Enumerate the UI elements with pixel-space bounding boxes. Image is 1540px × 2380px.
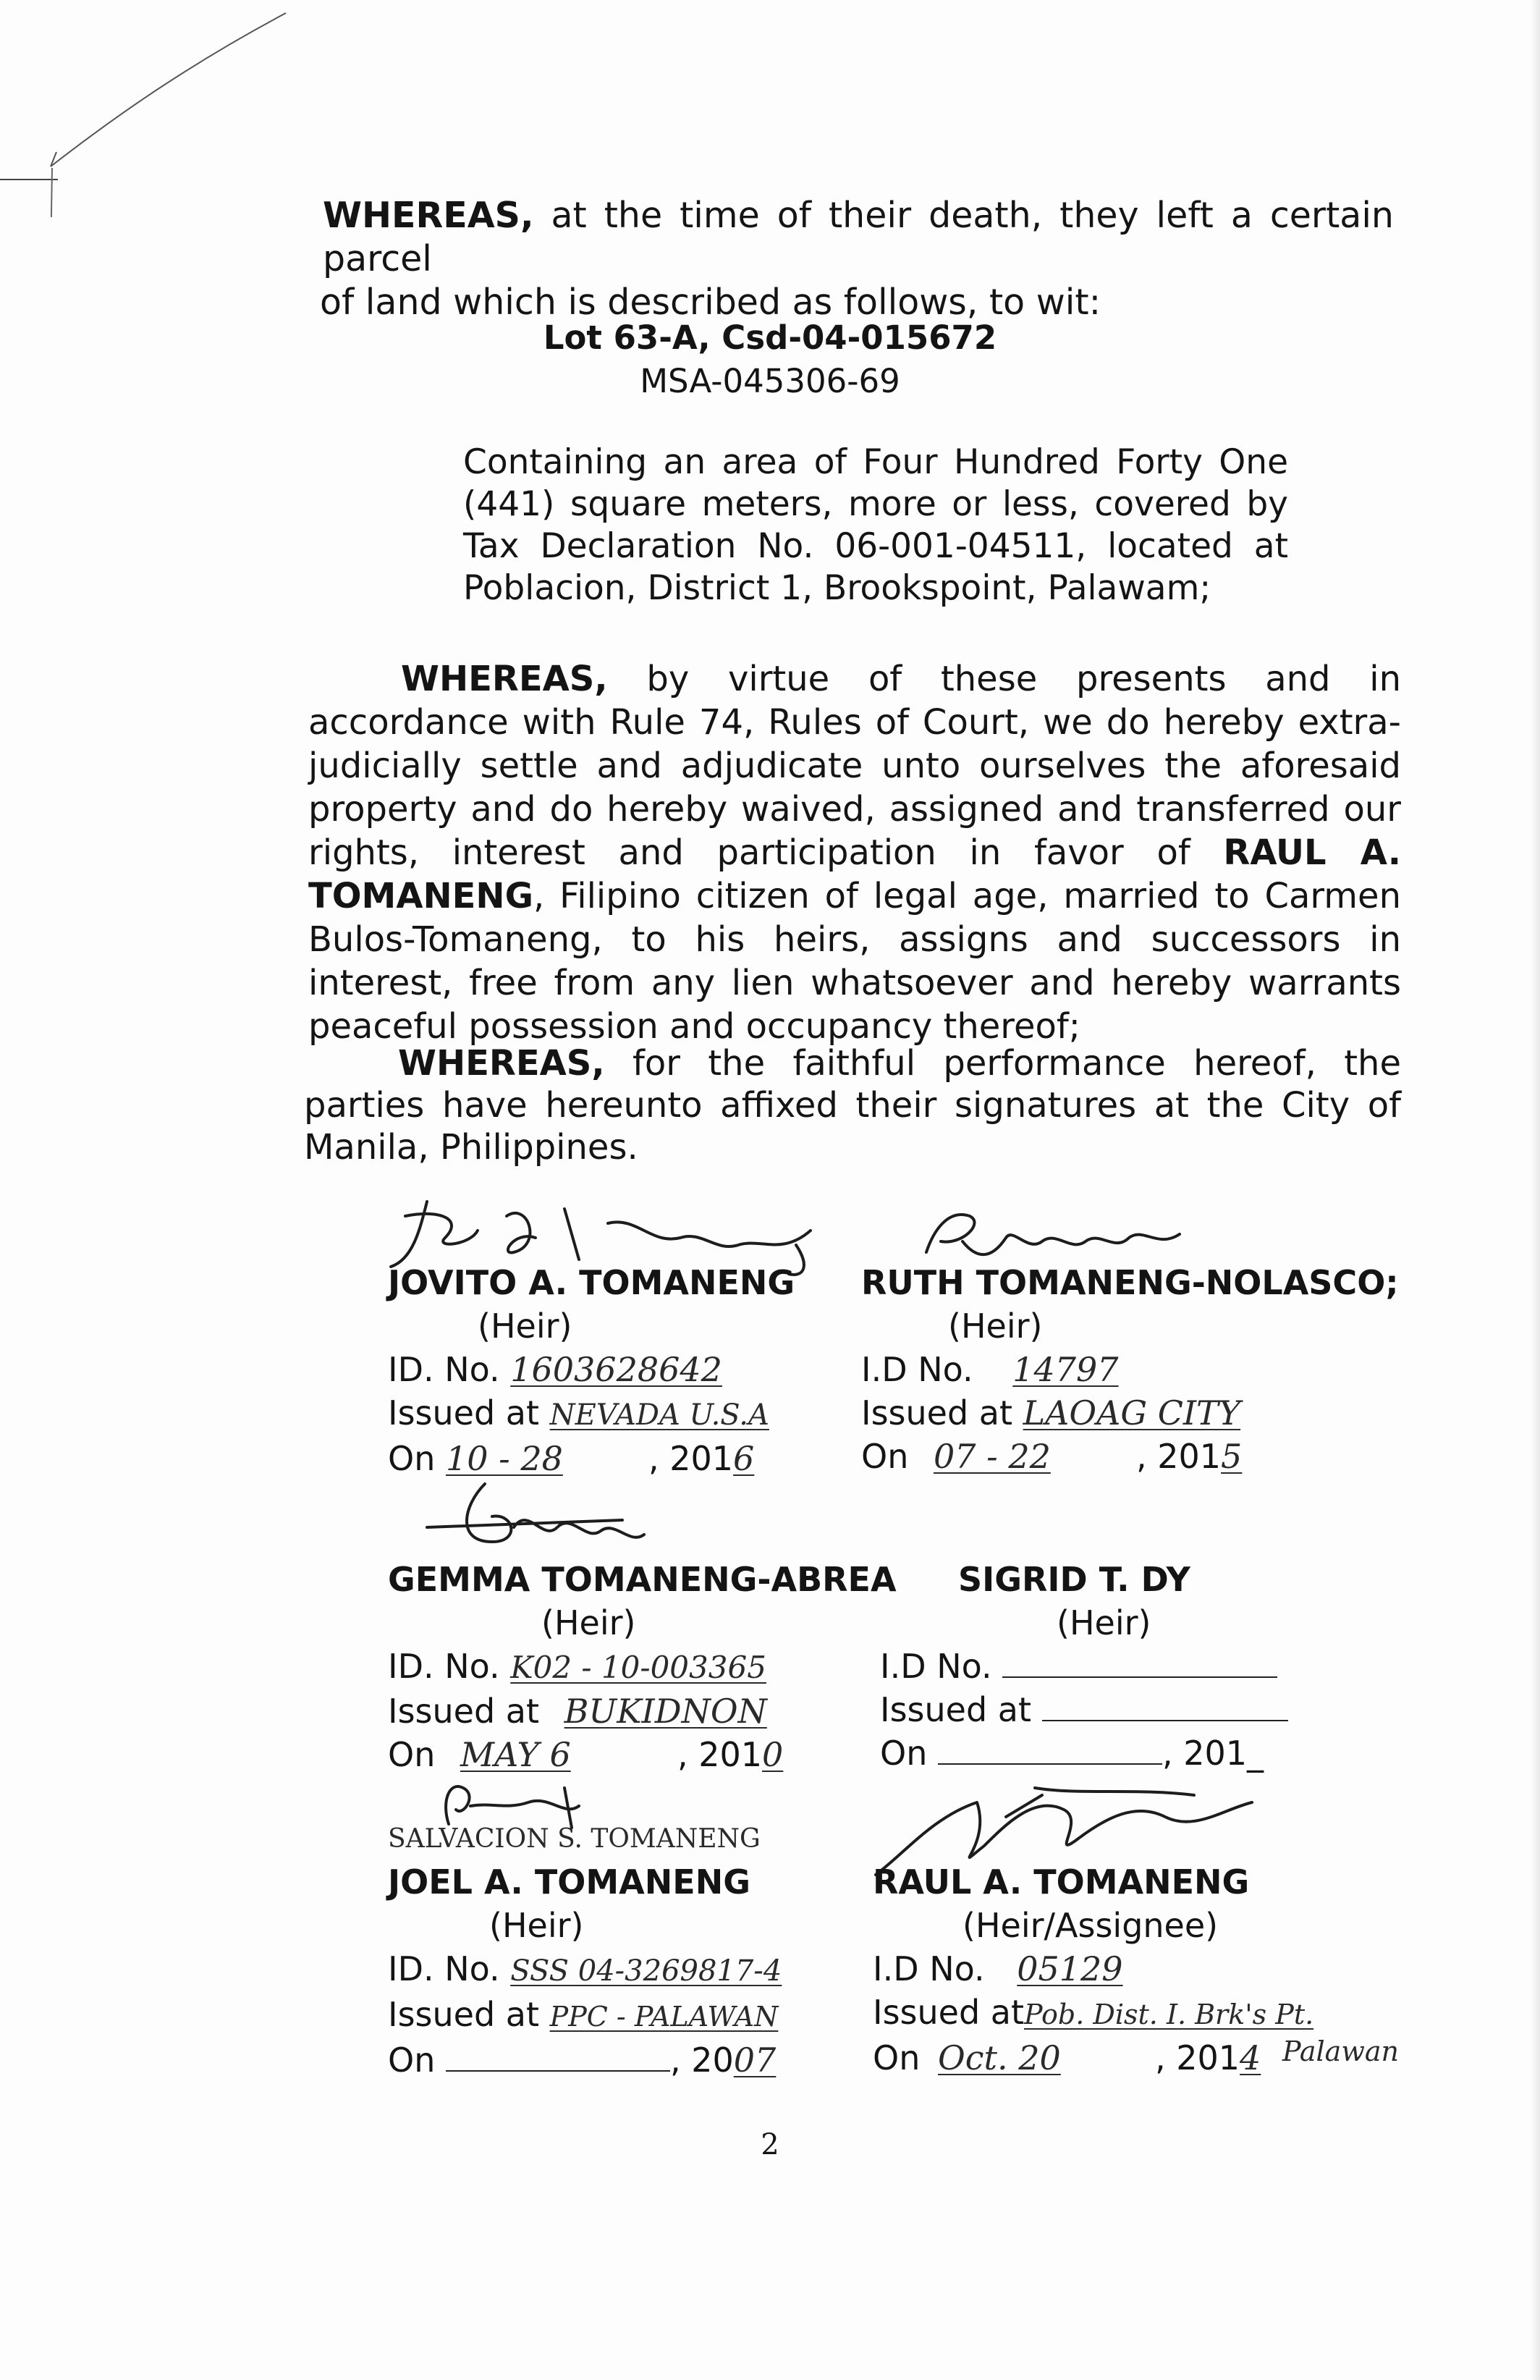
assignee-name: RAUL A. TOMANENG — [308, 832, 1401, 916]
issued-label: Issued at — [880, 1690, 1031, 1729]
issued-value: NEVADA U.S.A — [549, 1398, 769, 1432]
party-role: (Heir) — [478, 1307, 572, 1346]
party-role: (Heir) — [541, 1603, 636, 1642]
page-edge-shadow — [1530, 0, 1540, 2380]
id-value: 14797 — [1012, 1350, 1119, 1389]
signature-name-salvacion: SALVACION S. TOMANENG — [388, 1824, 761, 1854]
year-text: , 201 — [1155, 2038, 1240, 2077]
year-digit: 07 — [733, 2041, 777, 2080]
recital-paragraph-1 — [320, 194, 1394, 324]
party-block-jovito — [388, 1261, 796, 1480]
recital-text: at the time of their death, they left a certain parcel — [323, 195, 1394, 279]
party-name: GEMMA TOMANENG-ABREA — [388, 1560, 897, 1599]
date-value: 07 - 22 — [934, 1437, 1051, 1476]
recital-text: of land which is described as follows, to wit: — [320, 282, 1101, 323]
whereas-heading: WHEREAS, — [398, 1043, 605, 1084]
issued-row — [388, 1993, 829, 2038]
party-block-gemma — [388, 1558, 897, 1776]
recital-text: by virtue of these presents and in accordance with Rule 74, Rules of Court, we do hereby extra-judicially settle and adjudicate unto ourselves the aforesaid property and do hereby waived, assigned and transferred our rights, interest and participation in favor of — [308, 659, 1401, 873]
id-label: ID. No. — [388, 1350, 500, 1389]
recital-text: , Filipino citizen of legal age, married to Carmen Bulos-Tomaneng, to his heirs, assigns and successors in interest, free from any lien whatsoever and hereby warrants peaceful possession and occupancy thereof; — [308, 876, 1401, 1047]
whereas-heading: WHEREAS, — [323, 195, 534, 236]
date-row — [388, 1437, 796, 1480]
issued-blank — [1042, 1688, 1288, 1721]
id-row — [388, 1348, 796, 1391]
issued-row — [861, 1391, 1399, 1435]
year-digit: 4 — [1240, 2038, 1261, 2077]
date-value: Oct. 20 — [938, 2038, 1061, 2077]
party-block-sigrid — [880, 1558, 1288, 1775]
party-name: RUTH TOMANENG-NOLASCO; — [861, 1263, 1399, 1302]
date-row — [861, 1435, 1399, 1478]
party-block-ruth — [861, 1261, 1399, 1478]
on-label: On — [880, 1734, 928, 1773]
whereas-heading: WHEREAS, — [401, 659, 608, 699]
on-label: On — [873, 2038, 921, 2077]
lot-reference: MSA-045306-69 — [640, 362, 900, 400]
year-text: , 20 — [670, 2041, 734, 2080]
id-label: ID. No. — [388, 1949, 500, 1988]
on-label: On — [861, 1437, 909, 1476]
issued-row — [388, 1391, 796, 1437]
year-text: , 201 — [677, 1735, 763, 1774]
id-value: K02 - 10-003365 — [510, 1650, 766, 1685]
id-value: 05129 — [1017, 1949, 1123, 1988]
issued-label: Issued at — [388, 1393, 539, 1432]
id-row — [880, 1645, 1288, 1688]
id-value: SSS 04-3269817-4 — [510, 1954, 782, 1988]
signature-ruth — [919, 1202, 1194, 1267]
party-name: SIGRID T. DY — [958, 1560, 1190, 1599]
page-number: 2 — [761, 2128, 779, 2161]
year-text: , 201_ — [1162, 1734, 1264, 1773]
issued-label: Issued at — [388, 1692, 539, 1731]
issued-value: LAOAG CITY — [1023, 1393, 1241, 1432]
date-row — [880, 1731, 1288, 1775]
party-role: (Heir/Assignee) — [962, 1906, 1219, 1945]
id-row — [388, 1645, 897, 1689]
id-label: ID. No. — [388, 1647, 500, 1686]
party-role: (Heir) — [489, 1906, 584, 1945]
party-role: (Heir) — [948, 1307, 1043, 1346]
id-row — [861, 1348, 1399, 1391]
issued-row — [388, 1689, 897, 1733]
id-row — [873, 1947, 1364, 1991]
date-row — [388, 1733, 897, 1776]
date-blank — [938, 1731, 1162, 1765]
party-name: RAUL A. TOMANENG — [873, 1862, 1250, 1902]
date-value: MAY 6 — [460, 1735, 571, 1774]
issued-row — [880, 1688, 1288, 1731]
issued-value: PPC - PALAWAN — [549, 2001, 779, 2033]
on-label: On — [388, 1439, 436, 1478]
id-label: I.D No. — [873, 1949, 985, 1988]
id-label: I.D No. — [861, 1350, 973, 1389]
recital-text: for the faithful performance hereof, the parties have hereunto affixed their signatures at the City of Manila, Philippines. — [304, 1043, 1401, 1168]
id-label: I.D No. — [880, 1647, 992, 1686]
date-blank — [446, 2038, 670, 2072]
year-text: , 201 — [1136, 1437, 1222, 1476]
date-row — [388, 2038, 829, 2082]
on-label: On — [388, 1735, 436, 1774]
year-digit: 6 — [733, 1439, 755, 1478]
issued-label: Issued at — [873, 1993, 1024, 2032]
lot-title: Lot 63-A, Csd-04-015672 — [543, 318, 997, 357]
id-blank — [1002, 1645, 1277, 1678]
party-block-joel — [388, 1860, 829, 2082]
party-role: (Heir) — [1057, 1603, 1151, 1642]
date-value: 10 - 28 — [446, 1439, 563, 1478]
signature-initial-joel — [434, 1773, 608, 1831]
on-label: On — [388, 2041, 436, 2080]
year-digit: 5 — [1221, 1437, 1243, 1476]
margin-note: Palawan — [1282, 2035, 1399, 2067]
page-fold-mark — [0, 0, 304, 217]
issued-label: Issued at — [861, 1393, 1012, 1432]
year-digit: 0 — [762, 1735, 784, 1774]
issued-label: Issued at — [388, 1995, 539, 2034]
issued-row — [873, 1991, 1364, 2036]
id-value: 1603628642 — [510, 1350, 722, 1389]
lot-description: Containing an area of Four Hundred Forty One (441) square meters, more or less, covered by Tax Declaration No. 06-001-04511, located at Poblacion, District 1, Brookspoint, Palawam; — [463, 442, 1288, 608]
party-name: JOVITO A. TOMANENG — [388, 1263, 795, 1302]
year-text: , 201 — [648, 1439, 734, 1478]
recital-paragraph-3 — [308, 657, 1401, 1048]
id-row — [388, 1947, 829, 1993]
issued-value: BUKIDNON — [564, 1692, 767, 1731]
signature-gemma — [405, 1477, 666, 1564]
recital-paragraph-4 — [304, 1042, 1401, 1168]
issued-value: Pob. Dist. I. Brk's Pt. — [1024, 1999, 1314, 2030]
party-name: JOEL A. TOMANENG — [388, 1862, 750, 1902]
